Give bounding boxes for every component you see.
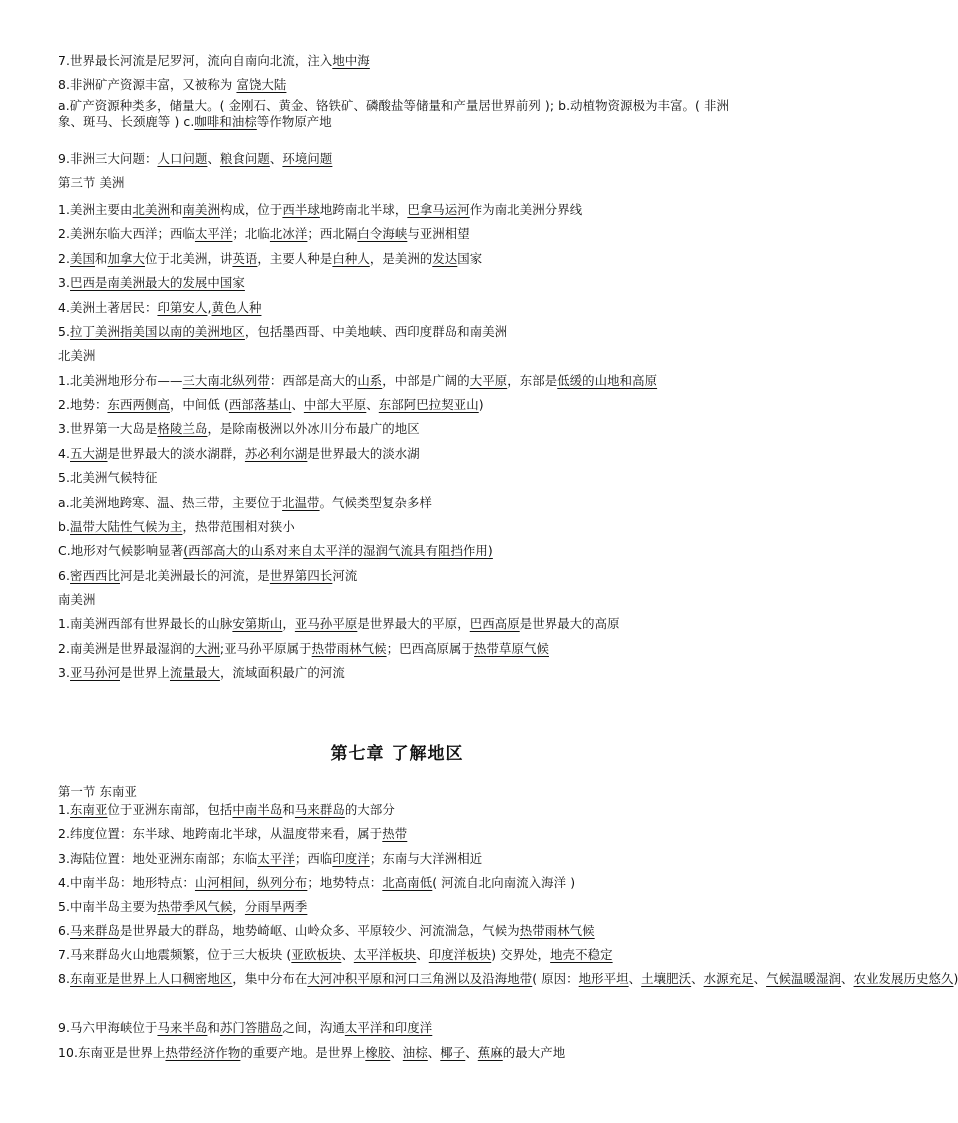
text-segment: 是世界最大的淡水湖	[307, 446, 420, 461]
text-line	[58, 519, 748, 535]
text-segment: 河是北美洲最长的河流，是	[120, 568, 270, 583]
text-segment: 8.非洲矿产资源丰富，又被称为	[58, 77, 237, 92]
text-line	[58, 568, 748, 584]
text-segment: ；西临	[294, 851, 333, 866]
underlined-term: 世界第四长	[269, 568, 333, 583]
text-segment: 、	[291, 397, 304, 412]
text-segment: 1.美洲主要由	[58, 202, 133, 217]
underlined-term: 印第安人	[157, 300, 208, 315]
text-line	[58, 421, 748, 437]
underlined-term: 密西西比	[70, 568, 120, 583]
text-line	[58, 665, 748, 681]
underlined-term: 中南半岛	[232, 802, 283, 817]
text-segment: ,	[207, 300, 212, 315]
underlined-term: 南美洲	[182, 202, 220, 217]
text-segment: ，包括墨西哥、中美地峡、西印度群岛和南美洲	[244, 324, 508, 339]
underlined-term: 大洲	[194, 641, 220, 656]
underlined-term: 热带季风气候	[157, 899, 233, 914]
underlined-term: 马来半岛	[157, 1020, 208, 1035]
underlined-term: 亚马孙河	[70, 665, 120, 680]
underlined-term: 椰子	[440, 1045, 466, 1060]
text-segment: 、	[269, 151, 283, 166]
text-segment: 国家	[457, 251, 483, 266]
text-line	[58, 495, 748, 511]
underlined-term: 北温带	[282, 495, 320, 510]
text-segment: b.	[58, 519, 71, 534]
text-segment: ，热带范围相对狭小	[182, 519, 295, 534]
underlined-term: 北高南低	[382, 875, 433, 890]
text-segment: 3.	[58, 665, 71, 680]
text-line	[58, 616, 748, 632]
text-line	[58, 275, 748, 291]
text-segment: 2.纬度位置：东半球、地跨南北半球，从温度带来看，属于	[58, 826, 383, 841]
text-segment: 1.	[58, 802, 71, 817]
underlined-term: 地中海	[332, 53, 370, 68]
underlined-term: 拉丁美洲指美国以南的美洲地区	[70, 324, 245, 339]
text-line	[58, 592, 748, 608]
text-segment: 、	[753, 971, 767, 986]
text-segment: ，中间低 (	[169, 397, 229, 412]
underlined-term: 马来群岛	[294, 802, 345, 817]
underlined-term: 北冰洋	[269, 226, 308, 241]
text-segment: 2.南美洲是世界最湿润的	[58, 641, 195, 656]
underlined-term: 西半球	[282, 202, 320, 217]
text-segment: a.北美洲地跨寒、温、热三带，主要位于	[58, 495, 283, 510]
underlined-term: 热带经济作物	[165, 1045, 241, 1060]
text-line	[58, 202, 748, 218]
underlined-term: 气候温暖湿润	[766, 971, 842, 986]
text-line	[58, 226, 748, 242]
underlined-term: 太平洋和印度洋	[344, 1020, 433, 1035]
text-line	[58, 802, 748, 818]
underlined-term: 东西两侧高	[107, 397, 170, 412]
underlined-term: 分雨旱两季	[244, 899, 308, 914]
underlined-term: 流量最大	[169, 665, 220, 680]
text-segment: ) 交界处，	[491, 947, 551, 962]
text-line	[58, 397, 748, 413]
underlined-term: 咖啡和油棕	[194, 114, 257, 129]
text-segment: 6.	[58, 568, 71, 583]
underlined-term: 安第斯山	[232, 616, 283, 631]
text-line	[58, 899, 748, 915]
text-segment: 构成，位于	[219, 202, 283, 217]
text-segment: 作为南北美洲分界线	[469, 202, 583, 217]
underlined-term: 西部落基山	[228, 397, 292, 412]
underlined-term: 马来群岛	[70, 923, 120, 938]
underlined-term: 太平洋	[194, 226, 233, 241]
text-segment: 5.中南半岛主要为	[58, 899, 158, 914]
underlined-term: 巴西是南美洲最大的发展中国家	[70, 275, 245, 290]
text-line	[58, 1045, 748, 1061]
text-line	[58, 851, 748, 867]
underlined-term: 印度洋板块	[428, 947, 492, 962]
underlined-term: 富饶大陆	[236, 77, 287, 92]
text-segment: ；西北隔	[307, 226, 358, 241]
text-segment: 6.	[58, 923, 71, 938]
text-segment: a.矿产资源种类多，储量大。( 金刚石、黄金、铬铁矿、磷酸盐等储量和产量居世界前列 ); b.动植物资源极为丰富。( 非洲象、斑马、长颈鹿等 ) c.	[58, 98, 730, 129]
text-line	[58, 784, 748, 800]
text-segment: 位于亚洲东南部，包括	[107, 802, 233, 817]
text-segment: 10.东南亚是世界上	[58, 1045, 166, 1060]
underlined-term: 亚马孙平原	[294, 616, 358, 631]
text-line	[58, 151, 748, 167]
underlined-term: 山系	[357, 373, 383, 388]
underlined-term: 发达	[432, 251, 458, 266]
underlined-term: 热带雨林气候	[519, 923, 595, 938]
text-segment: 、	[427, 1045, 441, 1060]
text-segment: C.地形对气候影响显著	[58, 543, 184, 558]
underlined-term: 蕉麻	[477, 1045, 503, 1060]
underlined-term: 太平洋	[257, 851, 295, 866]
underlined-term: 三大南北纵列带	[182, 373, 270, 388]
text-segment: ( 原因：	[532, 971, 579, 986]
text-line	[58, 947, 748, 963]
text-segment: 2.美洲东临大西洋；西临	[58, 226, 195, 241]
text-segment: 第一节 东南亚	[58, 784, 137, 799]
text-segment: 与亚洲相望	[407, 226, 470, 241]
text-segment: 4.美洲土著居民：	[58, 300, 158, 315]
text-segment: ，主要人种是	[257, 251, 333, 266]
underlined-term: 环境问题	[282, 151, 333, 166]
underlined-term: 黄色人种	[211, 300, 262, 315]
text-segment: ;亚马孙平原属于	[219, 641, 312, 656]
text-segment: ，东部是	[507, 373, 558, 388]
text-segment: 北美洲	[58, 348, 96, 363]
underlined-term: 白令海峡	[357, 226, 408, 241]
underlined-term: 土壤肥沃	[641, 971, 692, 986]
text-segment: 是世界最大的平原，	[357, 616, 470, 631]
text-segment: 。气候类型复杂多样	[319, 495, 432, 510]
text-segment: 3.	[58, 275, 71, 290]
text-line	[58, 251, 748, 267]
text-segment: 、	[841, 971, 854, 986]
text-segment: )	[478, 397, 484, 412]
chapter-title: 第七章 了解地区	[330, 744, 464, 764]
underlined-term: 北美洲	[132, 202, 170, 217]
text-segment: 5.北美洲气候特征	[58, 470, 158, 485]
text-segment: 和	[95, 251, 108, 266]
text-segment: 1.北美洲地形分布——	[58, 373, 183, 388]
text-segment: ；地势特点：	[307, 875, 383, 890]
text-segment: 4.	[58, 446, 71, 461]
text-segment: ，是除南极洲以外冰川分布最广的地区	[207, 421, 420, 436]
underlined-term: 东部阿巴拉契亚山	[378, 397, 479, 412]
text-segment: 1.南美洲西部有世界最长的山脉	[58, 616, 233, 631]
text-segment: 7.马来群岛火山地震频繁，位于三大板块 (	[58, 947, 292, 962]
text-segment: 、	[207, 151, 220, 166]
text-line	[58, 875, 748, 891]
text-segment: 3.世界第一大岛是	[58, 421, 158, 436]
text-line	[58, 98, 748, 130]
underlined-term: 印度洋	[332, 851, 370, 866]
text-line	[58, 543, 748, 559]
text-segment: 、	[691, 971, 704, 986]
underlined-term: 热带雨林气候	[311, 641, 387, 656]
underlined-term: 温带大陆性气候为主	[70, 519, 183, 534]
text-line	[58, 1020, 748, 1036]
text-line	[58, 971, 958, 987]
underlined-term: 农业发展历史悠久	[853, 971, 954, 986]
underlined-term: 中部大平原	[303, 397, 367, 412]
text-segment: 和	[169, 202, 183, 217]
text-segment: 2.	[58, 251, 71, 266]
underlined-term: 地形平坦	[578, 971, 629, 986]
text-segment: 南美洲	[58, 592, 96, 607]
text-line	[58, 300, 748, 316]
text-segment: 之间，沟通	[282, 1020, 345, 1035]
text-line	[58, 373, 748, 389]
underlined-term: 巴拿马运河	[407, 202, 470, 217]
text-segment: 的最大产地	[502, 1045, 566, 1060]
underlined-term: 人口问题	[157, 151, 208, 166]
text-line	[58, 175, 748, 191]
text-line	[58, 923, 748, 939]
text-segment: 3.海陆位置：地处亚洲东南部；东临	[58, 851, 258, 866]
text-segment: ( 河流自北向南流入海洋 )	[432, 875, 576, 890]
text-segment: 2.地势：	[58, 397, 108, 412]
text-segment: ：西部是高大的	[269, 373, 358, 388]
text-segment: 第三节 美洲	[58, 175, 125, 190]
text-segment: 8.	[58, 971, 71, 986]
text-line	[58, 348, 748, 364]
text-segment: ；北临	[232, 226, 270, 241]
text-segment: 位于北美洲，讲	[145, 251, 233, 266]
underlined-term: 加拿大	[107, 251, 145, 266]
text-segment: ，	[282, 616, 295, 631]
text-segment: 、	[341, 947, 354, 962]
text-segment: ，	[232, 899, 245, 914]
underlined-term: 东南亚	[70, 802, 108, 817]
underlined-term: (西部高大的山系对来自太平洋的湿润气流具有阻挡作用)	[183, 543, 493, 558]
underlined-term: 苏门答腊岛	[219, 1020, 283, 1035]
text-segment: 4.中南半岛：地形特点：	[58, 875, 195, 890]
underlined-term: 英语	[232, 251, 258, 266]
text-line	[58, 53, 748, 69]
text-segment: 9.马六甲海峡位于	[58, 1020, 158, 1035]
text-segment: 、	[416, 947, 429, 962]
text-segment: ，中部是广阔的	[382, 373, 470, 388]
text-segment: 9.非洲三大问题：	[58, 151, 158, 166]
text-line	[58, 446, 748, 462]
text-segment: 的大部分	[344, 802, 395, 817]
underlined-term: 山河相间，纵列分布	[194, 875, 308, 890]
text-segment: 、	[465, 1045, 478, 1060]
underlined-term: 橡胶	[365, 1045, 391, 1060]
underlined-term: 热带	[382, 826, 408, 841]
text-segment: 、	[390, 1045, 403, 1060]
underlined-term: 水源充足	[703, 971, 754, 986]
underlined-term: 苏必利尔湖	[244, 446, 308, 461]
text-line	[58, 826, 748, 842]
text-segment: 和	[282, 802, 295, 817]
text-segment: 是世界上	[120, 665, 170, 680]
text-line	[58, 77, 748, 93]
text-segment: 是世界最大的高原	[519, 616, 620, 631]
text-line	[58, 470, 748, 486]
text-segment: 、	[628, 971, 642, 986]
text-segment: 的重要产地。是世界上	[240, 1045, 366, 1060]
text-segment: ，流域面积最广的河流	[219, 665, 345, 680]
underlined-term: 地壳不稳定	[550, 947, 613, 962]
text-segment: ；东南与大洋洲相近	[369, 851, 483, 866]
underlined-term: 粮食问题	[219, 151, 270, 166]
underlined-term: 巴西高原	[469, 616, 520, 631]
text-segment: ；巴西高原属于	[386, 641, 475, 656]
text-segment: 是世界最大的群岛，地势崎岖、山岭众多、平原较少、河流湍急，气候为	[120, 923, 520, 938]
text-segment: 和	[207, 1020, 220, 1035]
text-segment: 、	[366, 397, 379, 412]
text-segment: ，是美洲的	[369, 251, 433, 266]
text-segment: )	[953, 971, 958, 986]
text-segment: 5.	[58, 324, 71, 339]
underlined-term: 油棕	[402, 1045, 428, 1060]
underlined-term: 低缓的山地和高原	[557, 373, 658, 388]
underlined-term: 大平原	[469, 373, 508, 388]
underlined-term: 美国	[70, 251, 96, 266]
text-line	[58, 324, 748, 340]
underlined-term: 太平洋板块	[353, 947, 417, 962]
underlined-term: 东南亚是世界上人口稠密地区	[70, 971, 233, 986]
underlined-term: 格陵兰岛	[157, 421, 208, 436]
underlined-term: 白种人	[332, 251, 370, 266]
text-segment: 地跨南北半球，	[319, 202, 408, 217]
text-line	[58, 641, 748, 657]
underlined-term: 热带草原气候	[474, 641, 549, 656]
underlined-term: 五大湖	[70, 446, 108, 461]
text-segment: 等作物原产地	[256, 114, 332, 129]
underlined-term: 亚欧板块	[291, 947, 342, 962]
text-segment: 河流	[332, 568, 358, 583]
text-segment: ，集中分布在	[232, 971, 308, 986]
text-segment: 7.世界最长河流是尼罗河，流向自南向北流，注入	[58, 53, 333, 68]
text-segment: 是世界最大的淡水湖群，	[107, 446, 245, 461]
underlined-term: 大河冲积平原和河口三角洲以及沿海地带	[307, 971, 533, 986]
